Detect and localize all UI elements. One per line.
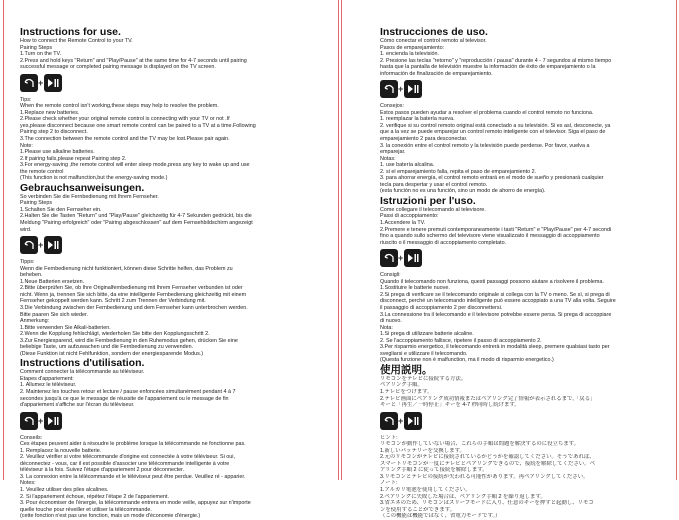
page-edge-right — [676, 0, 677, 480]
tips-block-it — [380, 272, 666, 364]
text-line: How to connect the Remote Control to your TV. — [20, 38, 133, 44]
text-line: Comment connecter la télécommande au téléviseur. — [20, 369, 145, 376]
text-line: fino a quando sullo schermo del televisore viene visualizzato il messaggio di accoppiamento — [380, 233, 600, 240]
remote-buttons-it — [380, 248, 424, 268]
text-line: 1.アルカリ電池を使用してください。 — [380, 486, 471, 493]
play-pause-key-icon — [404, 80, 422, 98]
text-line: 1. Remplacez la nouvelle batterie. — [20, 447, 102, 454]
text-line: 1. reemplazar la batería nueva. — [380, 116, 455, 123]
text-line: Consejos: — [380, 103, 404, 110]
text-line: téléviseur à la fois. Suivez l'étape d'appariement 2 pour déconnecter. — [20, 467, 185, 474]
return-key-icon — [380, 80, 398, 98]
text-line: 2.If pairing fails,please repeat Pairing step 2. — [20, 155, 127, 162]
text-line: When the remote control isn't working,these steps may help to resolve the problem. — [20, 103, 219, 110]
text-line: 2.Premere e tenere premuti contemporaneamente i tasti "Return" e "Play/Pause" per 4-7 secondi — [380, 226, 612, 233]
text-line: 2. verifique si su control remoto original está conectado a su televisión. Si es así, desconecte, ya — [380, 122, 611, 129]
text-line: 3.For energy-saving ,the remote control will enter sleep mode,press any key to wake up and use — [20, 162, 250, 169]
text-line: リモコンが動作していない場合、これらの手順は問題を解決するのに役立ちます。 — [380, 441, 580, 448]
text-line: wird. — [20, 226, 32, 233]
text-line: Bitte paaren Sie sich wieder. — [20, 311, 89, 318]
section-body-fr — [20, 369, 320, 408]
text-line: 1.Please use alkaline batteries. — [20, 149, 95, 156]
text-line: 3. la conexión entre el control remoto y la televisión puede perderse. Por favor, vuelva a — [380, 142, 590, 149]
text-line: Ces étapes peuvent aider à résoudre le problème lorsque la télécommande ne fonctionne pas. — [20, 441, 246, 448]
text-line: Quando il telecomando non funziona, questi passaggi possono aiutare a risolvere il problema. — [380, 278, 604, 285]
text-line: 2.Please check whether your original remote control is connecting with your TV or not .If — [20, 116, 230, 123]
plus-sign-icon: + — [398, 253, 404, 264]
section-heading-fr: Instructions d'utilisation. — [20, 357, 145, 370]
text-line: (esta función no es una función, sino un modo de ahorro de energía). — [380, 188, 546, 195]
plus-sign-icon: + — [398, 84, 404, 95]
section-heading-it: Istruzioni per l'uso. — [380, 194, 476, 207]
return-key-icon — [20, 412, 38, 430]
text-line: 3. Pour économiser de l'énergie, la télécommande entrera en mode veille, appuyez sur n'importe — [20, 500, 251, 507]
return-key-icon — [20, 74, 38, 92]
plus-sign-icon: + — [38, 240, 44, 251]
text-line: emparejamiento 2 para desconectar. — [380, 136, 468, 143]
remote-buttons-es — [380, 79, 424, 99]
text-line: déconnectez - vous, car il est possible d'associer une télécommande intelligente à votre — [20, 460, 230, 467]
text-line: 3.省エネのため、リモコンはスリープモードに入り、任意のキーを押すと起動し、リモコ — [380, 500, 594, 507]
text-line: 2.ペアリングに失敗した場合は、ペアリング手順 2 を繰り返します。 — [380, 493, 546, 500]
text-line: secondes jusqu'à ce que le message de réussite de l'appariement ou le message de fin — [20, 395, 229, 402]
text-line: 1. Allumez le téléviseur. — [20, 382, 77, 389]
play-pause-key-icon — [404, 249, 422, 267]
tips-block-de — [20, 259, 320, 357]
remote-buttons-en — [20, 73, 64, 93]
text-line: スマートリモコンが一度にテレビとペアリングできるので、接続を解除してください。ペ — [380, 460, 595, 467]
text-line: successful message or completed pairing message is displayed on the TV screen. — [20, 64, 216, 71]
tips-block-en — [20, 97, 320, 182]
text-line: 3.Zur Energiesparend, wird die Fernbedienung in den Ruhemodus gehen, drücken Sie eine — [20, 337, 238, 344]
text-line: 1.Bitte verwenden Sie Alkali-batterien. — [20, 324, 111, 331]
text-line: the remote control — [20, 168, 64, 175]
text-line: 2. Maintenez les touches retour et lecture / pause enfoncées simultanément pendant 4 à 7 — [20, 388, 236, 395]
play-pause-key-icon — [44, 412, 62, 430]
plus-sign-icon: + — [38, 415, 44, 426]
text-line: hasta que la pantalla de televisión muestre la información de éxito de emparejamiento o la — [380, 64, 596, 71]
text-line: 3.Per risparmio energetico, il telecomando entrerà in modalità sleep, premere qualsiasi tasto per — [380, 344, 610, 351]
text-line: 2.Si prega di verificare se il telecomando originale si collega con la TV o meno. Se sì, si prega di — [380, 291, 610, 298]
play-pause-key-icon — [44, 236, 62, 254]
text-line: リモコンをテレビに接続する方法。 — [380, 375, 467, 382]
text-line: 2.Wenn die Kopplung fehlschlägt, wiederholen Sie bitte den Kopplungsschritt 2. — [20, 331, 210, 338]
text-line: アリング手順 2 に従って接続を解除します。 — [380, 467, 488, 474]
text-line: di nuovo. — [380, 318, 402, 325]
text-line: (Questa funzione non è malfunction, ma il modo di risparmio energetico.) — [380, 357, 554, 364]
text-line: 2. si el emparejamiento falla, repita el paso de emparejamiento 2. — [380, 168, 537, 175]
text-line: 3.The connection between the remote control and the TV may be lost.Please pair again. — [20, 136, 230, 143]
text-line: Tips: — [20, 96, 32, 103]
left-page — [20, 26, 320, 520]
text-line: Nota: — [380, 324, 393, 331]
text-line: 3.La connessione tra il telecomando e il televisore potrebbe essere persa. Si prega di accoppiare — [380, 311, 612, 318]
text-line: ノート: — [380, 480, 398, 487]
text-line: svegliarsi e utilizzare il telecomando. — [380, 350, 468, 357]
right-page — [380, 26, 666, 520]
text-line: 1.Turn on the TV. — [20, 51, 62, 58]
text-line: (This function is not malfunction,but the energy-saving mode.) — [20, 175, 168, 182]
page-edge-center-right — [341, 0, 342, 480]
text-line: 2. Se l'accoppiamento fallisce, ripetere il passo di accoppiamento 2. — [380, 337, 542, 344]
text-line: Tipps: — [20, 259, 35, 266]
text-line: Conseils: — [20, 434, 43, 441]
text-line: beheben. — [20, 272, 43, 279]
text-line: Pairing Steps — [20, 200, 53, 207]
text-line: 2.Bitte überprüfen Sie, ob Ihre Originalfernbedienung mit Ihrem Fernseher verbunden ist oder — [20, 285, 243, 292]
text-line: 1.Sostituire le batterie nuove. — [380, 285, 450, 292]
text-line: 3. La connexion entre la télécommande et le téléviseur peut être perdue. Veuillez ré - apparier. — [20, 473, 246, 480]
text-line: riuscito o il messaggio di accoppiamento completato. — [380, 239, 507, 246]
text-line: 1. use batería alcalina. — [380, 162, 435, 169]
text-line: 2. Veuillez vérifier si votre télécommande d'origine est connectée à votre téléviseur. Si oui, — [20, 454, 235, 461]
text-line: 1. Veuillez utiliser des piles alcalines. — [20, 486, 109, 493]
section-body-en — [20, 38, 320, 71]
plus-sign-icon: + — [38, 77, 44, 88]
text-line: Pairing step 2 to disconnect. — [20, 129, 88, 136]
text-line: Pairing Steps — [20, 44, 53, 51]
section-heading-ja: 使用説明。 — [380, 363, 433, 376]
section-heading-es: Instrucciones de uso. — [380, 26, 488, 38]
section-heading-de: Gebrauchsanweisungen. — [20, 181, 145, 194]
text-line: 1.新しいバッテリーを交換します。 — [380, 447, 465, 454]
text-line: ヒント: — [380, 434, 398, 441]
tips-block-fr — [20, 435, 320, 520]
text-line: emparejar. — [380, 149, 406, 156]
text-line: d'appariement s'affiche sur l'écran du téléviseur. — [20, 402, 135, 409]
text-line: 1.Replace new batteries. — [20, 109, 80, 116]
text-line: Consigli: — [380, 272, 401, 279]
tips-block-es — [380, 103, 666, 195]
text-line: So verbinden Sie die Fernbedienung mit Ihrem Fernseher. — [20, 193, 159, 200]
text-line: （この機能は機能ではなく、省電力モードです。） — [380, 513, 501, 520]
text-line: Pasos de emparejamiento: — [380, 44, 445, 51]
text-line: 1. encienda la televisión. — [380, 51, 440, 58]
return-key-icon — [20, 236, 38, 254]
return-key-icon — [380, 249, 398, 267]
text-line: yes,please disconnect because one smart remote control can be paired to a TV at a time.Following — [20, 122, 256, 129]
text-line: Estos pasos pueden ayudar a resolver el problema cuando el control remoto no funciona. — [380, 109, 594, 116]
text-line: quelle touche pour réveiller et utiliser la télécommande. — [20, 506, 152, 513]
play-pause-key-icon — [404, 412, 422, 430]
text-line: Étapes d'appariement: — [20, 375, 74, 382]
text-line: 3.Die Verbindung zwischen der Fernbedienung und dem Fernseher kann unterbrochen werden. — [20, 304, 248, 311]
text-line: 1.Neue Batterien ersetzen. — [20, 278, 85, 285]
text-line: 1.Si prega di utilizzare batterie alcaline. — [380, 331, 474, 338]
play-pause-key-icon — [44, 74, 62, 92]
text-line: Come collegare il telecomando al televisore. — [380, 206, 486, 213]
text-line: Anmerkung: — [20, 318, 50, 325]
text-line: Cómo conectar el control remoto al televisor. — [380, 38, 487, 44]
section-body-ja — [380, 376, 666, 409]
text-line: nicht. Wenn ja, trennen Sie sich bitte, da eine intelligente Fernbedienung gleichzeitig mit einem — [20, 291, 247, 298]
text-line: Wenn die Fernbedienung nicht funktioniert, können diese Schritte helfen, das Problem zu — [20, 265, 233, 272]
text-line: beliebige Taste, um aufzuwachen und die Fernbedienung zu verwenden. — [20, 344, 194, 351]
page-edge-center-left — [338, 0, 339, 480]
text-line: 2.Press and hold keys "Return" and "Play/Pause" at the same time for 4-7 seconds until pairing — [20, 57, 247, 64]
text-line: ペアリング手順。 — [380, 382, 423, 389]
text-line: 2.Halten Sie die Tasten "Return" und "Play/Pause" gleichzeitig für 4-7 Sekunden gedrückt, bis die — [20, 213, 252, 220]
text-line: ンを使用することができます。 — [380, 506, 456, 513]
text-line: Notes: — [20, 480, 36, 487]
text-line: Fernseher gekoppelt werden kann. Schritt 2 zum Trennen der Verbindung mit. — [20, 298, 206, 305]
remote-buttons-fr — [20, 411, 64, 431]
text-line: 2. Si l'appariement échoue, répétez l'étape 2 de l'appariement. — [20, 493, 170, 500]
text-line: disconnect, perché un telecomando intelligente può essere accoppiato a una TV alla volta. Seguire — [380, 298, 616, 305]
section-body-it — [380, 207, 666, 246]
text-line: Passi di accoppiamento: — [380, 213, 439, 220]
section-heading-en: Instructions for use. — [20, 26, 121, 38]
text-line: 2. Presione las teclas "retorno" y "reproducción / pausa" durante 4 - 7 segundos al mismo tiempo — [380, 57, 612, 64]
tips-block-ja — [380, 435, 666, 520]
text-line: 1.Schalten Sie den Fernseher ein. — [20, 206, 102, 213]
text-line: 3. para ahorrar energía, el control remoto entrará en el modo de sueño y presionará cualquier — [380, 175, 604, 182]
remote-buttons-ja — [380, 411, 424, 431]
text-line: キーと「再生／一時停止」キーを 4-7 秒同時し続けます。 — [380, 402, 520, 409]
section-body-de — [20, 194, 320, 233]
text-line: (Diese Funktion ist nicht Fehlfunktion, sondern der energiesparende Modus.) — [20, 350, 204, 357]
remote-buttons-de — [20, 235, 64, 255]
text-line: Note: — [20, 142, 33, 149]
return-key-icon — [380, 412, 398, 430]
text-line: 1.Accendere la TV. — [380, 220, 426, 227]
text-line: información de finalización de emparejamiento. — [380, 70, 493, 77]
section-body-es — [380, 38, 666, 77]
text-line: Meldung "Pairing erfolgreich" oder "Pairing abgeschlossen" auf dem Fernsehbildschirm angezeigt — [20, 220, 253, 227]
text-line: 1.テレビをつけます。 — [380, 388, 433, 395]
text-line: que a la vez se puede emparejar un control remoto inteligente con el televisor. Siga el paso de — [380, 129, 606, 136]
text-line: tecla para despertar y usar el control remoto. — [380, 181, 488, 188]
text-line: 2.元のリモコンがテレビに接続されているかどうかを確認してください。そうであれば、 — [380, 454, 595, 461]
text-line: il passaggio di accoppiamento 2 per disconnettersi. — [380, 304, 503, 311]
text-line: 2.テレビ画面にペアリング成功情報またはペアリング完了情報が表示されるまで,「戻る」 — [380, 395, 596, 402]
text-line: Notas: — [380, 155, 396, 162]
plus-sign-icon: + — [398, 415, 404, 426]
text-line: 3.リモコンとテレビの接続が失われる可能性があります。再ペアリングしてください。 — [380, 473, 589, 480]
page-edge-left — [3, 0, 4, 480]
text-line: (cette fonction n'est pas une fonction, mais un mode d'économie d'énergie.) — [20, 513, 201, 520]
